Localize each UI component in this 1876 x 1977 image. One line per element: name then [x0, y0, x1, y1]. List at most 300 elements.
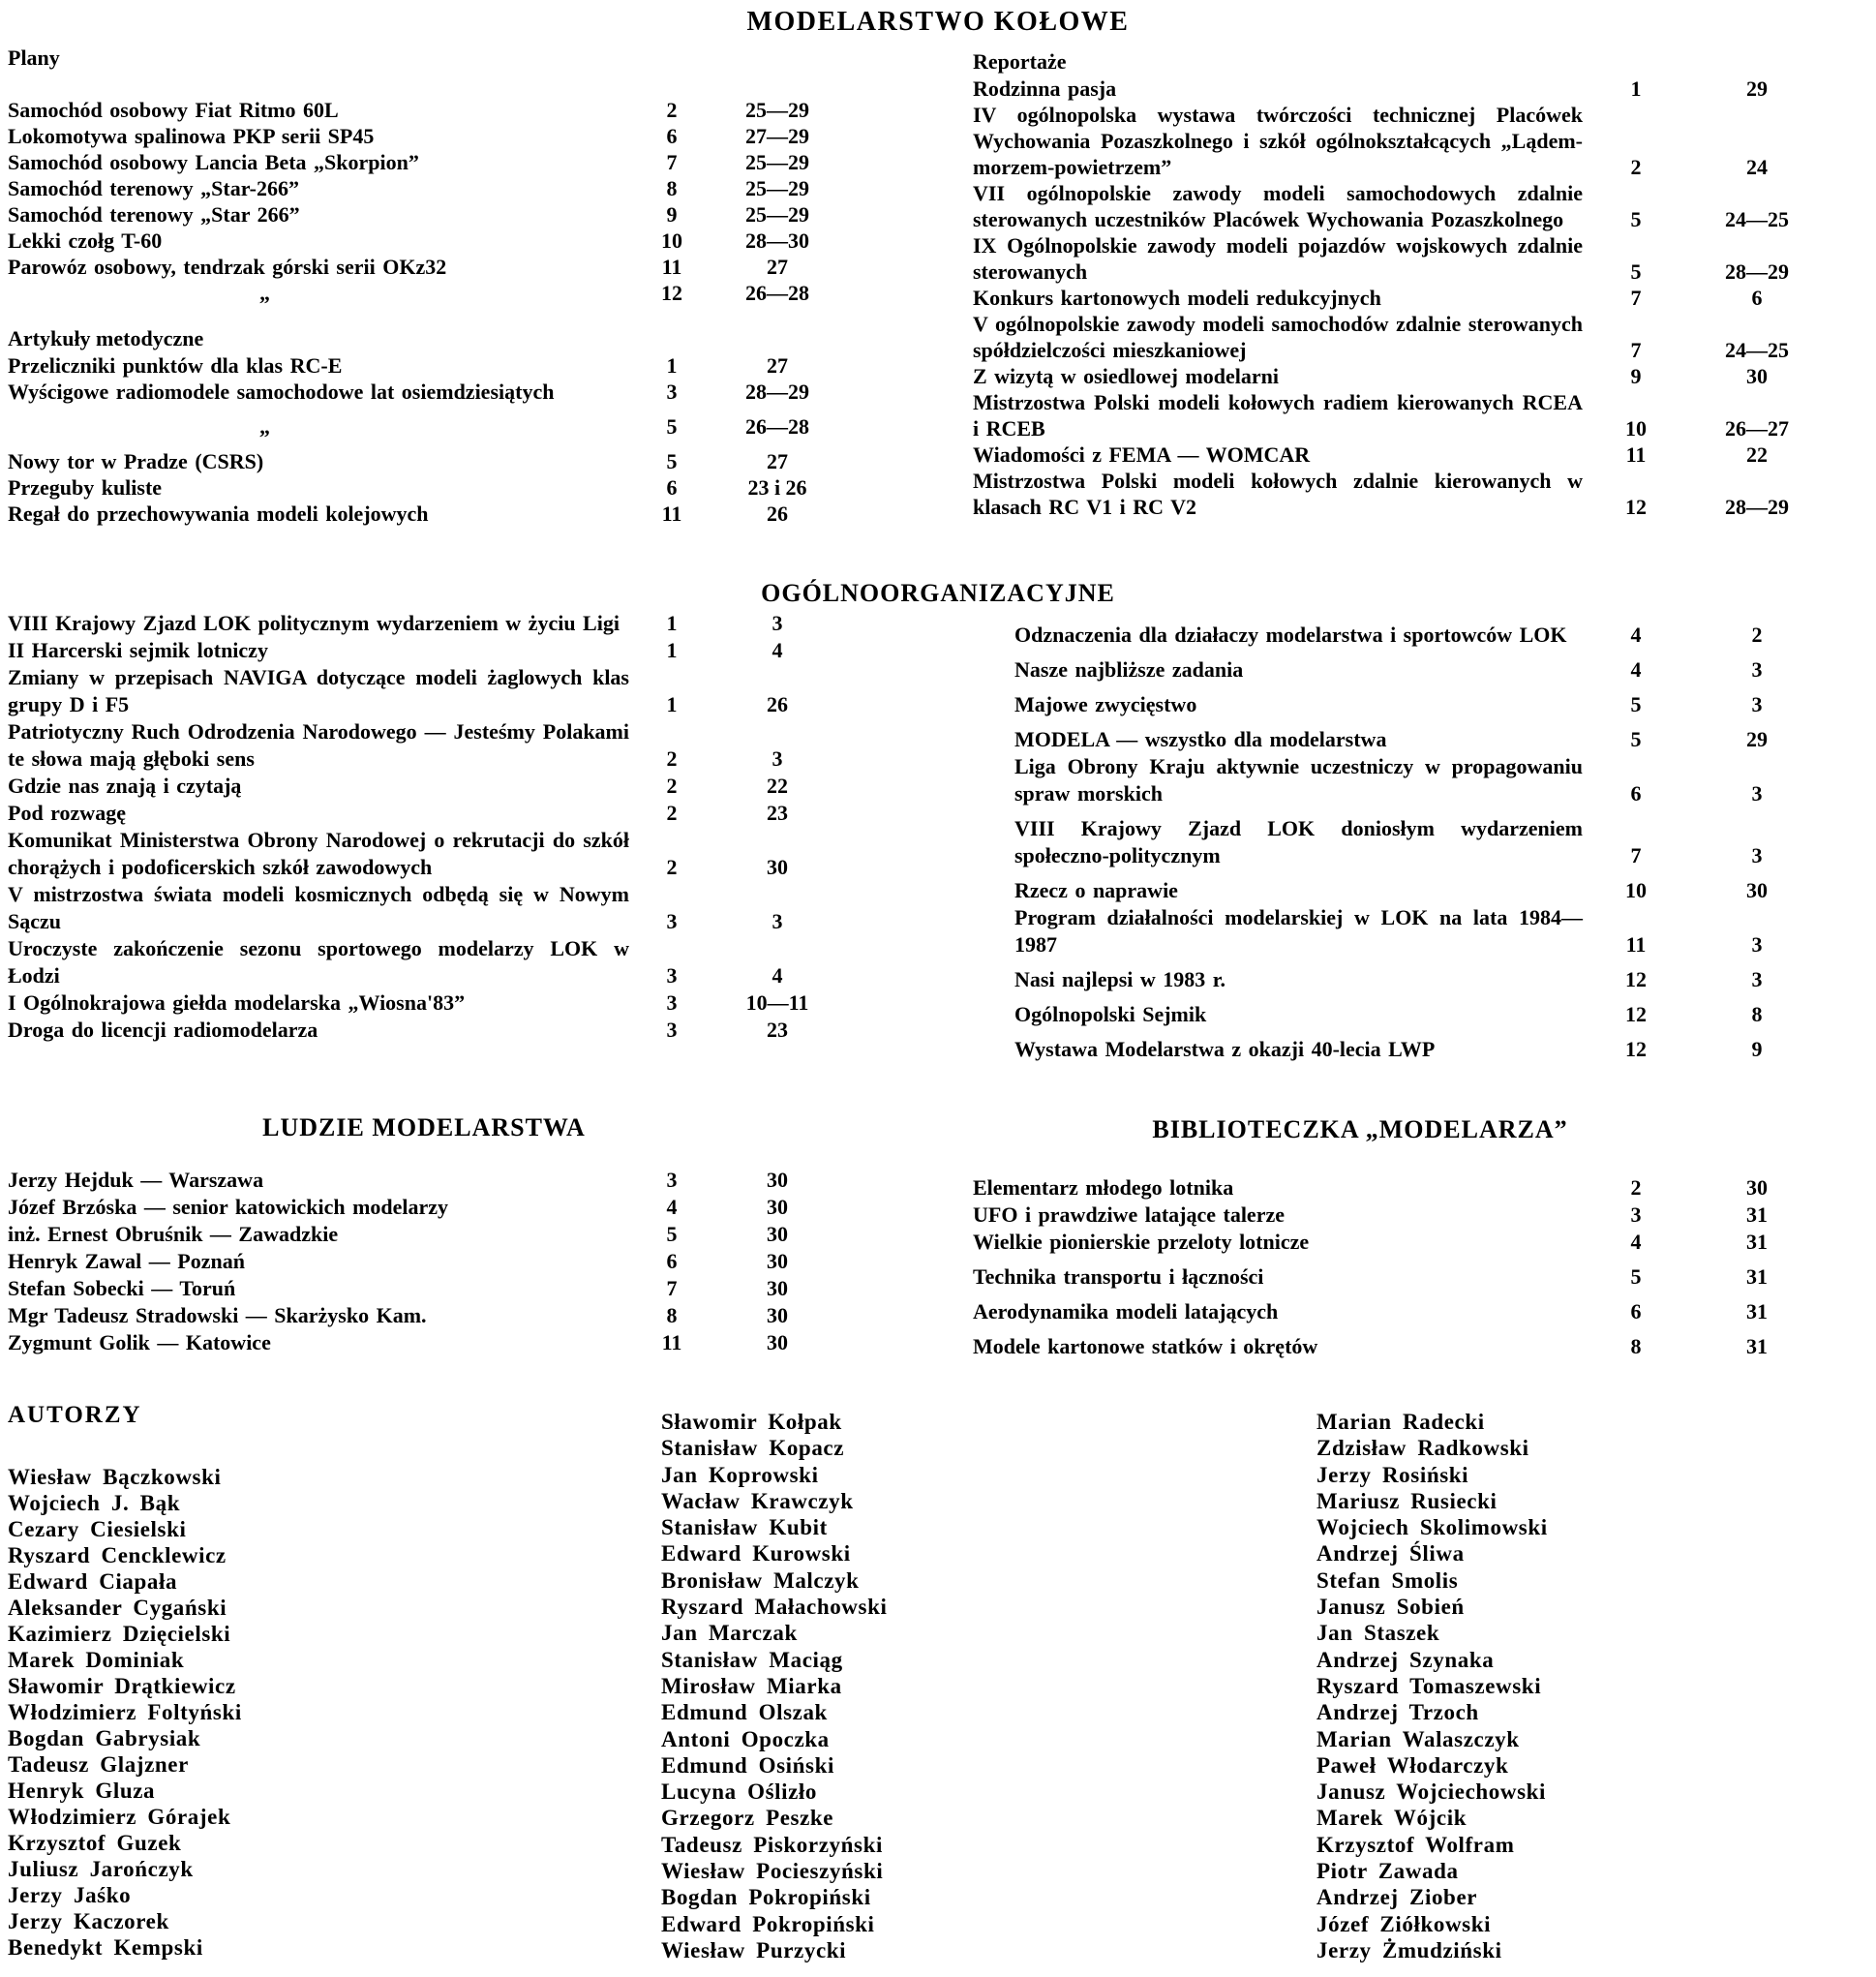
toc-entry: [1014, 815, 1825, 869]
entry-page-range: 22: [1746, 442, 1768, 467]
entry-issue-number: 3: [666, 909, 678, 933]
entry-title: Nowy tor w Pradze (CSRS): [8, 449, 264, 473]
toc-entry: [973, 363, 1825, 389]
entry-page-range: 26—28: [745, 281, 809, 305]
author-name: Józef Ziółkowski: [1316, 1911, 1492, 1936]
entry-title: II Harcerski sejmik lotniczy: [8, 638, 268, 662]
entry-page-range: 30: [767, 1195, 788, 1219]
entry-page-range: 31: [1746, 1264, 1768, 1289]
section-reportaze: [973, 48, 1825, 520]
author-name: Włodzimierz Foltyński: [8, 1700, 242, 1724]
entry-issue-number: 8: [666, 1303, 678, 1327]
entry-page-range: 27—29: [745, 124, 809, 148]
toc-entry: [8, 800, 840, 827]
author-name: Ryszard Małachowski: [661, 1595, 888, 1620]
toc-entry: [973, 468, 1825, 520]
entry-issue-number: 3: [666, 1018, 678, 1042]
toc-entry: [8, 664, 840, 718]
toc-entry: [1014, 904, 1825, 958]
entry-issue-number: 11: [661, 1330, 682, 1354]
toc-entry: [8, 1275, 840, 1302]
author-name: Antoni Opoczka: [661, 1726, 830, 1751]
entry-issue-number: 11: [1625, 442, 1647, 467]
entry-issue-number: 7: [1630, 286, 1642, 310]
entry-title: Pod rozwagę: [8, 801, 126, 825]
toc-entry: [8, 175, 840, 201]
entry-page-range: 30: [767, 1222, 788, 1246]
entry-issue-number: 5: [1630, 692, 1642, 716]
toc-entry: [8, 201, 840, 228]
author-name: Krzysztof Wolfram: [1316, 1832, 1515, 1857]
entry-title: Zygmunt Golik — Katowice: [8, 1330, 271, 1354]
entry-page-range: 28—30: [745, 228, 809, 253]
entry-page-range: 31: [1746, 1202, 1768, 1227]
toc-entry: [8, 254, 840, 280]
entry-page-range: 4: [772, 638, 783, 662]
toc-entry: [973, 441, 1825, 468]
entry-issue-number: 4: [1630, 623, 1642, 647]
entry-issue-number: 10: [1625, 416, 1647, 441]
author-name: Sławomir Kołpak: [661, 1410, 842, 1434]
author-name: Paweł Włodarczyk: [1316, 1752, 1509, 1778]
entry-title: Mistrzostwa Polski modeli kołowych radiem kierowanych RCEA i RCEB: [973, 390, 1583, 441]
toc-entry: [8, 773, 840, 800]
author-name: Bogdan Gabrysiak: [8, 1726, 201, 1750]
toc-entry: [973, 1201, 1825, 1229]
entry-title: Majowe zwycięstwo: [1014, 692, 1197, 716]
toc-entry: [1014, 622, 1825, 649]
entry-title: Gdzie nas znają i czytają: [8, 774, 242, 798]
author-name: Janusz Sobień: [1316, 1595, 1465, 1620]
author-name: Cezary Ciesielski: [8, 1517, 187, 1541]
author-name: Wiesław Purzycki: [661, 1937, 847, 1962]
entry-page-range: 26—28: [745, 414, 809, 439]
entry-title: UFO i prawdziwe latające talerze: [973, 1202, 1285, 1227]
entry-issue-number: 6: [666, 1249, 678, 1273]
entry-title: Wystawa Modelarstwa z okazji 40-lecia LWP: [1014, 1037, 1436, 1061]
toc-entry: [8, 1017, 840, 1044]
author-name: Edmund Olszak: [661, 1700, 828, 1725]
entry-title: Elementarz młodego lotnika: [973, 1175, 1234, 1200]
toc-entry: [8, 1302, 840, 1329]
author-name: Henryk Gluza: [8, 1779, 156, 1803]
entry-issue-number: 12: [1625, 1037, 1647, 1061]
entry-title: Droga do licencji radiomodelarza: [8, 1018, 318, 1042]
entry-title: Parowóz osobowy, tendrzak górski serii OKz32: [8, 255, 447, 279]
entry-title: Przeliczniki punktów dla klas RC-E: [8, 353, 343, 378]
entry-page-range: 27: [767, 353, 788, 378]
toc-entry: [1014, 966, 1825, 993]
entry-page-range: 25—29: [745, 150, 809, 174]
author-name: Grzegorz Peszke: [661, 1806, 834, 1831]
entry-page-range: 9: [1751, 1037, 1763, 1061]
entry-title: V ogólnopolskie zawody modeli samochodów zdalnie sterowanych spółdzielczości mieszkaniowej: [973, 312, 1583, 362]
author-name: Sławomir Drątkiewicz: [8, 1674, 236, 1698]
toc-entry: [8, 474, 840, 501]
autorzy-heading: AUTORZY: [8, 1402, 142, 1428]
toc-entry: [973, 76, 1825, 102]
toc-entry: [8, 1167, 840, 1194]
entry-title: Wiadomości z FEMA — WOMCAR: [973, 442, 1311, 467]
entry-issue-number: 6: [666, 475, 678, 500]
entry-title: Konkurs kartonowych modeli redukcyjnych: [973, 286, 1381, 310]
entry-issue-number: 9: [1630, 364, 1642, 388]
entry-issue-number: 12: [661, 281, 682, 305]
author-name: Andrzej Ziober: [1316, 1885, 1478, 1910]
plany-entries: [8, 97, 840, 306]
toc-entry: [8, 1221, 840, 1248]
entry-issue-number: 5: [1630, 259, 1642, 284]
author-name: Andrzej Szynaka: [1316, 1647, 1495, 1672]
entry-page-range: 27: [767, 449, 788, 473]
entry-issue-number: 12: [1625, 495, 1647, 519]
author-name: Wacław Krawczyk: [661, 1488, 854, 1513]
ogolno-heading: OGÓLNOORGANIZACYJNE: [761, 579, 1115, 607]
toc-entry: [973, 1263, 1825, 1291]
reportaze-heading: Reportaże: [973, 49, 1067, 74]
entry-issue-number: 6: [1630, 781, 1642, 806]
entry-issue-number: 7: [1630, 843, 1642, 867]
toc-entry: [8, 881, 840, 935]
entry-title: Program działalności modelarskiej w LOK na lata 1984—1987: [1014, 905, 1583, 957]
author-name: Stanisław Kubit: [661, 1515, 828, 1540]
entry-issue-number: 1: [666, 353, 678, 378]
entry-page-range: 23: [767, 801, 788, 825]
entry-page-range: 29: [1746, 76, 1768, 101]
entry-title: VII ogólnopolskie zawody modeli samochodowych zdalnie sterowanych uczestników Placówek Wychowania Pozaszkolnego: [973, 181, 1583, 231]
entry-issue-number: 2: [1630, 155, 1642, 179]
author-name: Marek Wójcik: [1316, 1806, 1468, 1831]
entry-page-range: 22: [767, 774, 788, 798]
entry-title: Henryk Zawal — Poznań: [8, 1249, 245, 1273]
entry-issue-number: 8: [666, 176, 678, 200]
page-title: MODELARSTWO KOŁOWE: [746, 7, 1130, 37]
entry-issue-number: 4: [1630, 657, 1642, 682]
entry-page-range: 30: [767, 1249, 788, 1273]
entry-title: Samochód terenowy „Star-266”: [8, 176, 299, 200]
toc-entry: [8, 413, 840, 440]
entry-issue-number: 10: [661, 228, 682, 253]
toc-entry: [973, 102, 1825, 180]
entry-issue-number: 1: [666, 611, 678, 635]
entry-title: V mistrzostwa świata modeli kosmicznych odbędą się w Nowym Sączu: [8, 882, 629, 933]
entry-issue-number: 5: [666, 414, 678, 439]
toc-entry: [8, 827, 840, 881]
author-name: Edward Kurowski: [661, 1541, 851, 1566]
entry-page-range: 3: [772, 611, 783, 635]
entry-title: Rzecz o naprawie: [1014, 878, 1178, 902]
entry-title: Przeguby kuliste: [8, 475, 163, 500]
entry-title: Komunikat Ministerstwa Obrony Narodowej o rekrutacji do szkół chorążych i podoficerskich szkół zawodowych: [8, 828, 629, 879]
entry-title: Lekki czołg T-60: [8, 228, 163, 253]
author-name: Włodzimierz Górajek: [8, 1805, 231, 1829]
entry-page-range: 3: [1751, 967, 1763, 991]
ogolno-left-entries: [8, 610, 840, 1044]
entry-page-range: 23: [767, 1018, 788, 1042]
entry-title: Z wizytą w osiedlowej modelarni: [973, 364, 1279, 388]
author-name: Mirosław Miarka: [661, 1673, 842, 1698]
artykuly-heading: Artykuły metodyczne: [8, 326, 204, 350]
toc-entry: [8, 280, 840, 306]
entry-page-range: 3: [1751, 932, 1763, 957]
entry-title: „: [259, 414, 270, 439]
entry-issue-number: 1: [666, 638, 678, 662]
entry-title: VIII Krajowy Zjazd LOK politycznym wydarzeniem w życiu Ligi: [8, 611, 620, 635]
toc-entry: [8, 352, 840, 379]
author-name: Wojciech J. Bąk: [8, 1491, 181, 1515]
entry-issue-number: 3: [666, 990, 678, 1015]
entry-issue-number: 8: [1630, 1334, 1642, 1358]
ludzie-entries: [8, 1167, 840, 1356]
entry-issue-number: 7: [1630, 338, 1642, 362]
entry-title: Rodzinna pasja: [973, 76, 1117, 101]
author-name: Stefan Smolis: [1316, 1567, 1459, 1593]
entry-page-range: 28—29: [745, 380, 809, 404]
toc-entry: [1014, 1036, 1825, 1063]
entry-issue-number: 2: [666, 774, 678, 798]
entry-issue-number: 2: [666, 98, 678, 122]
entry-title: Mgr Tadeusz Stradowski — Skarżysko Kam.: [8, 1303, 427, 1327]
entry-page-range: 3: [1751, 843, 1763, 867]
author-name: Ryszard Cencklewicz: [8, 1543, 227, 1567]
toc-entry: [8, 228, 840, 254]
author-name: Krzysztof Guzek: [8, 1831, 182, 1855]
entry-title: Samochód osobowy Lancia Beta „Skorpion”: [8, 150, 419, 174]
entry-page-range: 3: [772, 746, 783, 771]
entry-page-range: 30: [767, 1303, 788, 1327]
toc-entry: [973, 1174, 1825, 1201]
ludzie-heading: LUDZIE MODELARSTWA: [262, 1113, 586, 1141]
entry-page-range: 31: [1746, 1230, 1768, 1254]
author-name: Edmund Osiński: [661, 1752, 834, 1778]
author-name: Tadeusz Glajzner: [8, 1752, 189, 1777]
entry-page-range: 26: [767, 502, 788, 526]
entry-title: Wielkie pionierskie przeloty lotnicze: [973, 1230, 1310, 1254]
entry-page-range: 30: [767, 1330, 788, 1354]
author-name: Jerzy Jaśko: [8, 1883, 132, 1907]
entry-page-range: 4: [772, 963, 783, 988]
entry-issue-number: 3: [666, 963, 678, 988]
section-plany: [8, 45, 840, 527]
toc-entry: [8, 448, 840, 474]
entry-page-range: 24—25: [1725, 207, 1789, 231]
author-name: Jan Staszek: [1316, 1621, 1440, 1646]
entry-page-range: 30: [767, 1276, 788, 1300]
entry-issue-number: 5: [666, 449, 678, 473]
entry-page-range: 27: [767, 255, 788, 279]
entry-title: Regał do przechowywania modeli kolejowych: [8, 502, 429, 526]
author-name: Jan Koprowski: [661, 1462, 819, 1487]
entry-issue-number: 3: [1630, 1202, 1642, 1227]
entry-issue-number: 7: [666, 150, 678, 174]
toc-entry: [1014, 1001, 1825, 1028]
author-name: Bogdan Pokropiński: [661, 1885, 871, 1910]
entry-issue-number: 7: [666, 1276, 678, 1300]
entry-issue-number: 4: [1630, 1230, 1642, 1254]
entry-title: Nasze najbliższe zadania: [1014, 657, 1244, 682]
entry-title: MODELA — wszystko dla modelarstwa: [1014, 727, 1387, 751]
entry-title: Samochód osobowy Fiat Ritmo 60L: [8, 98, 339, 122]
autorzy-column-3: [1316, 1409, 1868, 1963]
entry-issue-number: 5: [666, 1222, 678, 1246]
author-name: Stanisław Maciąg: [661, 1647, 843, 1672]
entry-issue-number: 11: [1625, 932, 1647, 957]
author-name: Lucyna Oślizło: [661, 1779, 818, 1805]
entry-title: inż. Ernest Obruśnik — Zawadzkie: [8, 1222, 339, 1246]
entry-page-range: 28—29: [1725, 259, 1789, 284]
entry-title: Aerodynamika modeli latających: [973, 1299, 1279, 1323]
toc-entry: [973, 180, 1825, 232]
entry-issue-number: 12: [1625, 1002, 1647, 1026]
entry-title: Nasi najlepsi w 1983 r.: [1014, 967, 1226, 991]
author-name: Andrzej Śliwa: [1316, 1541, 1465, 1566]
biblioteczka-heading: BIBLIOTECZKA „MODELARZA”: [1152, 1115, 1568, 1143]
toc-entry: [8, 1248, 840, 1275]
entry-page-range: 26: [767, 692, 788, 716]
entry-title: Ogólnopolski Sejmik: [1014, 1002, 1207, 1026]
author-name: Tadeusz Piskorzyński: [661, 1832, 883, 1857]
toc-entry: [973, 1333, 1825, 1360]
entry-page-range: 23 i 26: [747, 475, 807, 500]
plany-heading: Plany: [8, 46, 60, 70]
entry-title: Stefan Sobecki — Toruń: [8, 1276, 236, 1300]
entry-page-range: 25—29: [745, 176, 809, 200]
author-name: Wiesław Bączkowski: [8, 1465, 222, 1489]
author-name: Marian Walaszczyk: [1316, 1726, 1520, 1751]
entry-title: Samochód terenowy „Star 266”: [8, 202, 300, 227]
entry-title: I Ogólnokrajowa giełda modelarska „Wiosna'83”: [8, 990, 466, 1015]
toc-entry: [8, 718, 840, 773]
entry-page-range: 2: [1751, 623, 1763, 647]
entry-issue-number: 6: [1630, 1299, 1642, 1323]
author-name: Ryszard Tomaszewski: [1316, 1673, 1542, 1698]
entry-title: Lokomotywa spalinowa PKP serii SP45: [8, 124, 375, 148]
toc-entry: [8, 123, 840, 149]
author-name: Kazimierz Dzięcielski: [8, 1622, 231, 1646]
toc-entry: [973, 311, 1825, 363]
toc-entry: [8, 989, 840, 1017]
toc-entry: [8, 637, 840, 664]
entry-title: Wyścigowe radiomodele samochodowe lat osiemdziesiątych: [8, 380, 555, 404]
entry-page-range: 3: [1751, 692, 1763, 716]
toc-entry: [1014, 753, 1825, 807]
entry-issue-number: 2: [666, 855, 678, 879]
author-name: Marek Dominiak: [8, 1648, 185, 1672]
toc-entry: [1014, 691, 1825, 718]
entry-page-range: 3: [772, 909, 783, 933]
entry-page-range: 30: [767, 1168, 788, 1192]
toc-entry: [8, 1329, 840, 1356]
author-name: Jerzy Kaczorek: [8, 1909, 169, 1933]
author-name: Juliusz Jarończyk: [8, 1857, 194, 1881]
author-name: Zdzisław Radkowski: [1316, 1436, 1529, 1461]
entry-page-range: 25—29: [745, 98, 809, 122]
artykuly-entries: [8, 352, 840, 527]
toc-entry: [973, 389, 1825, 441]
toc-entry: [8, 97, 840, 123]
author-name: Mariusz Rusiecki: [1316, 1488, 1498, 1513]
entry-title: IV ogólnopolska wystawa twórczości technicznej Placówek Wychowania Pozaszkolnego i szkół ogólnokształcących „Lądem-morzem-powietrzem”: [973, 103, 1583, 179]
entry-page-range: 26—27: [1725, 416, 1789, 441]
toc-entry: [1014, 877, 1825, 904]
toc-entry: [8, 501, 840, 527]
author-name: Aleksander Cygański: [8, 1596, 227, 1620]
author-name: Jan Marczak: [661, 1621, 798, 1646]
author-name: Stanisław Kopacz: [661, 1436, 845, 1461]
autorzy-column-2: [661, 1409, 1261, 1963]
author-name: Edward Ciapała: [8, 1569, 178, 1594]
entry-page-range: 3: [1751, 781, 1763, 806]
author-name: Bronisław Malczyk: [661, 1567, 860, 1593]
entry-page-range: 24—25: [1725, 338, 1789, 362]
entry-page-range: 30: [1746, 364, 1768, 388]
author-name: Benedykt Kempski: [8, 1935, 203, 1960]
toc-entry: [973, 1229, 1825, 1256]
entry-title: Technika transportu i łączności: [973, 1264, 1264, 1289]
toc-entry: [973, 285, 1825, 311]
entry-title: Uroczyste zakończenie sezonu sportowego modelarzy LOK w Łodzi: [8, 936, 629, 988]
entry-issue-number: 11: [661, 255, 682, 279]
entry-page-range: 31: [1746, 1334, 1768, 1358]
entry-issue-number: 3: [666, 1168, 678, 1192]
entry-issue-number: 5: [1630, 1264, 1642, 1289]
entry-title: Patriotyczny Ruch Odrodzenia Narodowego — Jesteśmy Polakami te słowa mają głęboki sens: [8, 719, 629, 771]
author-name: Marian Radecki: [1316, 1410, 1485, 1434]
entry-page-range: 30: [767, 855, 788, 879]
toc-entry: [8, 149, 840, 175]
reportaze-entries: [973, 76, 1825, 520]
entry-issue-number: 2: [1630, 1175, 1642, 1200]
autorzy-column-1: [8, 1464, 608, 1961]
toc-entry: [1014, 656, 1825, 684]
entry-issue-number: 12: [1625, 967, 1647, 991]
entry-page-range: 3: [1751, 657, 1763, 682]
toc-entry: [8, 610, 840, 637]
entry-issue-number: 11: [661, 502, 682, 526]
author-name: Wiesław Pocieszyński: [661, 1859, 884, 1884]
entry-issue-number: 4: [666, 1195, 678, 1219]
entry-issue-number: 6: [666, 124, 678, 148]
entry-title: Józef Brzóska — senior katowickich modelarzy: [8, 1195, 449, 1219]
entry-page-range: 25—29: [745, 202, 809, 227]
entry-page-range: 24: [1746, 155, 1768, 179]
author-name: Edward Pokropiński: [661, 1911, 875, 1936]
author-name: Janusz Wojciechowski: [1316, 1779, 1547, 1805]
entry-title: Odznaczenia dla działaczy modelarstwa i sportowców LOK: [1014, 623, 1567, 647]
entry-issue-number: 2: [666, 746, 678, 771]
biblioteczka-entries: [973, 1174, 1825, 1360]
entry-page-range: 28—29: [1725, 495, 1789, 519]
entry-page-range: 10—11: [745, 990, 809, 1015]
author-name: Wojciech Skolimowski: [1316, 1515, 1548, 1540]
entry-page-range: 29: [1746, 727, 1768, 751]
entry-page-range: 6: [1751, 286, 1763, 310]
entry-title: Modele kartonowe statków i okrętów: [973, 1334, 1318, 1358]
entry-issue-number: 10: [1625, 878, 1647, 902]
entry-title: Liga Obrony Kraju aktywnie uczestniczy w propagowaniu spraw morskich: [1014, 754, 1583, 806]
toc-entry: [973, 232, 1825, 285]
toc-entry: [8, 1194, 840, 1221]
entry-title: IX Ogólnopolskie zawody modeli pojazdów wojskowych zdalnie sterowanych: [973, 233, 1583, 284]
entry-title: „: [259, 281, 270, 305]
entry-issue-number: 5: [1630, 207, 1642, 231]
entry-title: Jerzy Hejduk — Warszawa: [8, 1168, 264, 1192]
toc-entry: [8, 935, 840, 989]
entry-issue-number: 1: [1630, 76, 1642, 101]
ogolno-right-entries: [1014, 622, 1825, 1063]
author-name: Jerzy Żmudziński: [1316, 1937, 1502, 1962]
toc-entry: [8, 379, 840, 405]
